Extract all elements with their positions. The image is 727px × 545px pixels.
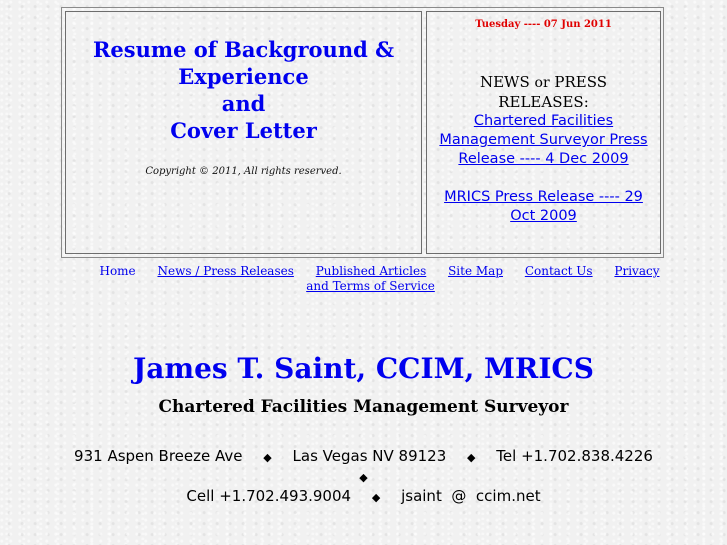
nav-sitemap-link[interactable]: Site Map bbox=[448, 264, 503, 278]
news-spacer bbox=[427, 169, 660, 188]
email-at-text: @ bbox=[451, 487, 467, 505]
news-heading-word: PRESS bbox=[554, 73, 608, 91]
title-cell bbox=[65, 11, 422, 254]
nav-bar bbox=[90, 264, 660, 294]
news-heading bbox=[427, 73, 660, 112]
nav-contact-link[interactable]: Contact Us bbox=[524, 264, 593, 278]
bullet-icon: ◆ bbox=[263, 451, 272, 464]
news-heading-word: NEWS bbox=[479, 73, 530, 91]
copyright-text: Copyright © 2011, All rights reserved. bbox=[145, 166, 342, 177]
date-text: Tuesday ---- 07 Jun 2011 bbox=[475, 19, 612, 30]
contact-block bbox=[55, 447, 672, 507]
profile-subtitle: Chartered Facilities Management Surveyor bbox=[158, 397, 569, 417]
page-title bbox=[66, 36, 421, 144]
title-line: Cover Letter bbox=[170, 118, 317, 143]
cell-text: Cell +1.702.493.9004 bbox=[186, 487, 352, 505]
nav-articles-link[interactable]: Published Articles bbox=[315, 264, 427, 278]
nav-news-link[interactable]: News / Press Releases bbox=[157, 264, 294, 278]
news-link-mrics-press-release[interactable]: MRICS Press Release ---- 29 Oct 2009 bbox=[444, 189, 643, 224]
news-heading-word: RELEASES: bbox=[498, 93, 589, 111]
profile-name: James T. Saint, CCIM, MRICS bbox=[133, 352, 594, 385]
news-heading-or: or bbox=[534, 75, 550, 91]
title-line: and bbox=[221, 91, 266, 116]
email-domain-text: ccim.net bbox=[475, 487, 541, 505]
bullet-icon: ◆ bbox=[359, 471, 368, 484]
bullet-icon: ◆ bbox=[371, 491, 381, 504]
header-table bbox=[61, 7, 664, 258]
nav-privacy-link[interactable]: Privacy and Terms of Service bbox=[306, 264, 660, 293]
title-line: Experience bbox=[178, 64, 309, 89]
email-user-text: jsaint bbox=[401, 487, 442, 505]
tel-text: Tel +1.702.838.4226 bbox=[496, 447, 653, 465]
city-text: Las Vegas NV 89123 bbox=[292, 447, 447, 465]
address-text: 931 Aspen Breeze Ave bbox=[74, 447, 243, 465]
title-line: Resume of Background & bbox=[92, 37, 395, 62]
bullet-icon: ◆ bbox=[467, 451, 476, 464]
nav-home-link[interactable]: Home bbox=[99, 264, 136, 278]
news-cell bbox=[426, 11, 661, 254]
news-link-cfms-press-release[interactable]: Chartered Facilities Management Surveyor Press Release ---- 4 Dec 2009 bbox=[439, 113, 648, 167]
